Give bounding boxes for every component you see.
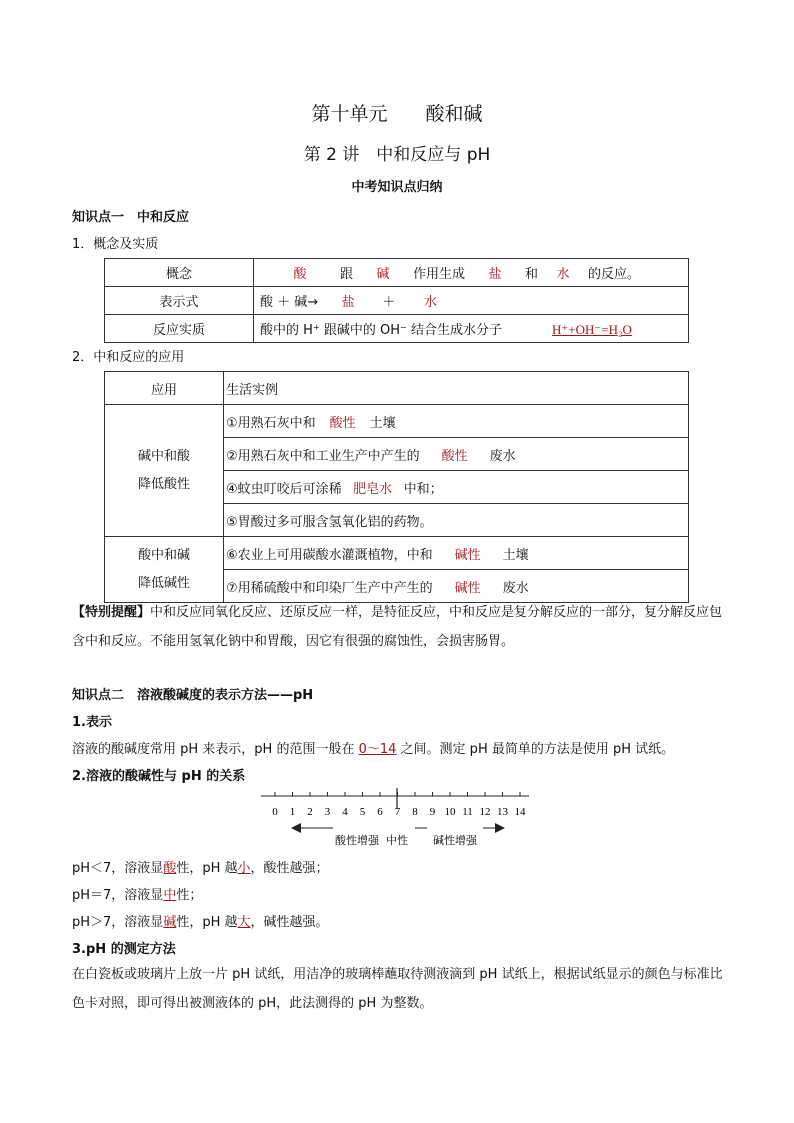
answer-blank: 碱性 [454,547,481,563]
table-row [105,537,689,570]
table-row [105,405,689,438]
table-row [105,259,689,287]
scale-tick-label: 10 [444,806,456,818]
answer-blank: 碱性 [454,580,481,596]
scale-tick-label: 7 [394,806,401,818]
concept-table [104,258,689,343]
answer-blank: 酸性 [441,448,468,464]
example-cell: ②用熟石灰中和工业生产中产生的 酸性 废水 [224,438,689,471]
answer-blank: 水 [423,295,437,310]
example-cell: ④蚊虫叮咬后可涂稀 肥皂水 中和； [224,471,689,504]
kp1-sub2: 2．中和反应的应用 [72,350,185,365]
section-title: 中考知识点归纳 [351,180,443,195]
kp1-sub1: 1．概念及实质 [72,237,159,252]
header-cell: 应用 [105,372,224,405]
left-arrow-icon [291,823,301,833]
answer-blank: H⁺+OH⁻=H₂O [552,322,632,337]
text: 和 [525,267,539,282]
table-row [105,287,689,315]
answer-blank: 肥皂水 [353,481,393,497]
text: ＋ [382,295,396,310]
relation-base: pH＞7，溶液显碱性，pH 越大，碱性越强。 [72,915,329,930]
kp2-text3: 在白瓷板或玻璃片上放一片 pH 试纸，用洁净的玻璃棒蘸取待测液滴到 pH 试纸上，根据试纸显示的颜色与标准比色卡对照，即可得出被测液体的 pH，此法测得的 pH 为整数。 [72,967,723,1011]
answer-blank: 盐 [488,267,502,282]
scale-tick-label: 5 [359,806,366,818]
text: 跟 [340,267,354,282]
kp2-sub3: 3.pH 的测定方法 [72,942,176,957]
table-row [105,315,689,343]
scale-tick-label: 8 [412,806,418,818]
scale-tick-label: 4 [342,806,348,818]
scale-tick-label: 6 [377,806,383,818]
scale-tick-label: 9 [429,806,436,818]
reminder-text: 中和反应同氧化反应、还原反应一样，是特征反应，中和反应是复分解反应的一部分，复分解反应包含中和反应。不能用氢氧化钠中和胃酸，因它有很强的腐蚀性，会损害肠胃。 [72,605,723,649]
answer-blank: 酸性 [329,415,356,431]
ph-scale [255,788,545,852]
acid-label: 酸性增强 [335,834,379,847]
text: 酸中的 H⁺ 跟碱中的 OH⁻ 结合生成水分子 [260,323,503,338]
application-table [104,371,689,603]
base-label: 碱性增强 [433,834,477,847]
example-cell: ⑦用稀硫酸中和印染厂生产中产生的 碱性 废水 [224,570,689,603]
text: 作用生成 [413,267,466,282]
row-content [254,287,689,315]
row-label: 表示式 [105,287,254,315]
kp1-heading: 知识点一 中和反应 [72,210,190,225]
answer-blank: 碱 [376,267,390,282]
example-cell: ⑤胃酸过多可服含氢氧化铝的药物。 [224,504,689,537]
range-answer: 0～14 [358,742,397,757]
kp2-heading: 知识点二 溶液酸碱度的表示方法——pH [72,688,314,703]
kp2-sub2: 2.溶液的酸碱性与 pH 的关系 [72,769,246,784]
row-content [254,259,689,287]
reminder-label: 【特别提醒】 [72,605,151,620]
row-content [254,315,689,343]
scale-tick-label: 11 [462,806,473,818]
kp2-sub1: 1.表示 [72,715,112,730]
lesson-title: 第 2 讲 中和反应与 pH [303,145,491,165]
answer-blank: 酸 [293,267,307,282]
answer-blank: 水 [556,267,570,282]
scale-tick-label: 1 [289,806,296,818]
text: 酸 ＋ 碱→ [260,295,319,310]
scale-tick-label: 2 [307,806,313,818]
text: 的反应。 [588,267,641,282]
table-header-row [105,372,689,405]
group-label-base: 酸中和碱 降低碱性 [105,537,224,603]
scale-tick-label: 0 [272,806,278,818]
group-label-acid: 碱中和酸 降低酸性 [105,405,224,537]
example-cell: ⑥农业上可用碳酸水灌溉植物，中和 碱性 土壤 [224,537,689,570]
special-reminder [72,598,732,656]
scale-tick-label: 14 [514,806,526,818]
unit-title: 第十单元 酸和碱 [311,103,483,125]
row-label: 概念 [105,259,254,287]
neutral-label: 中性 [386,834,408,847]
answer-blank: 盐 [341,295,355,310]
header-cell: 生活实例 [224,372,689,405]
example-cell: ①用熟石灰中和 酸性 土壤 [224,405,689,438]
row-label: 反应实质 [105,315,254,343]
kp2-text1: 溶液的酸碱度常用 pH 来表示，pH 的范围一般在 0～14 之间。测定 pH 最简单的方法是使用 pH 试纸。 [72,742,675,757]
scale-tick-label: 13 [497,806,508,818]
scale-tick-label: 12 [479,806,491,818]
scale-tick-label: 3 [324,806,331,818]
relation-neutral: pH＝7，溶液显中性； [72,888,203,903]
right-arrow-icon [495,823,505,833]
relation-acid: pH＜7，溶液显酸性，pH 越小，酸性越强； [72,861,329,876]
